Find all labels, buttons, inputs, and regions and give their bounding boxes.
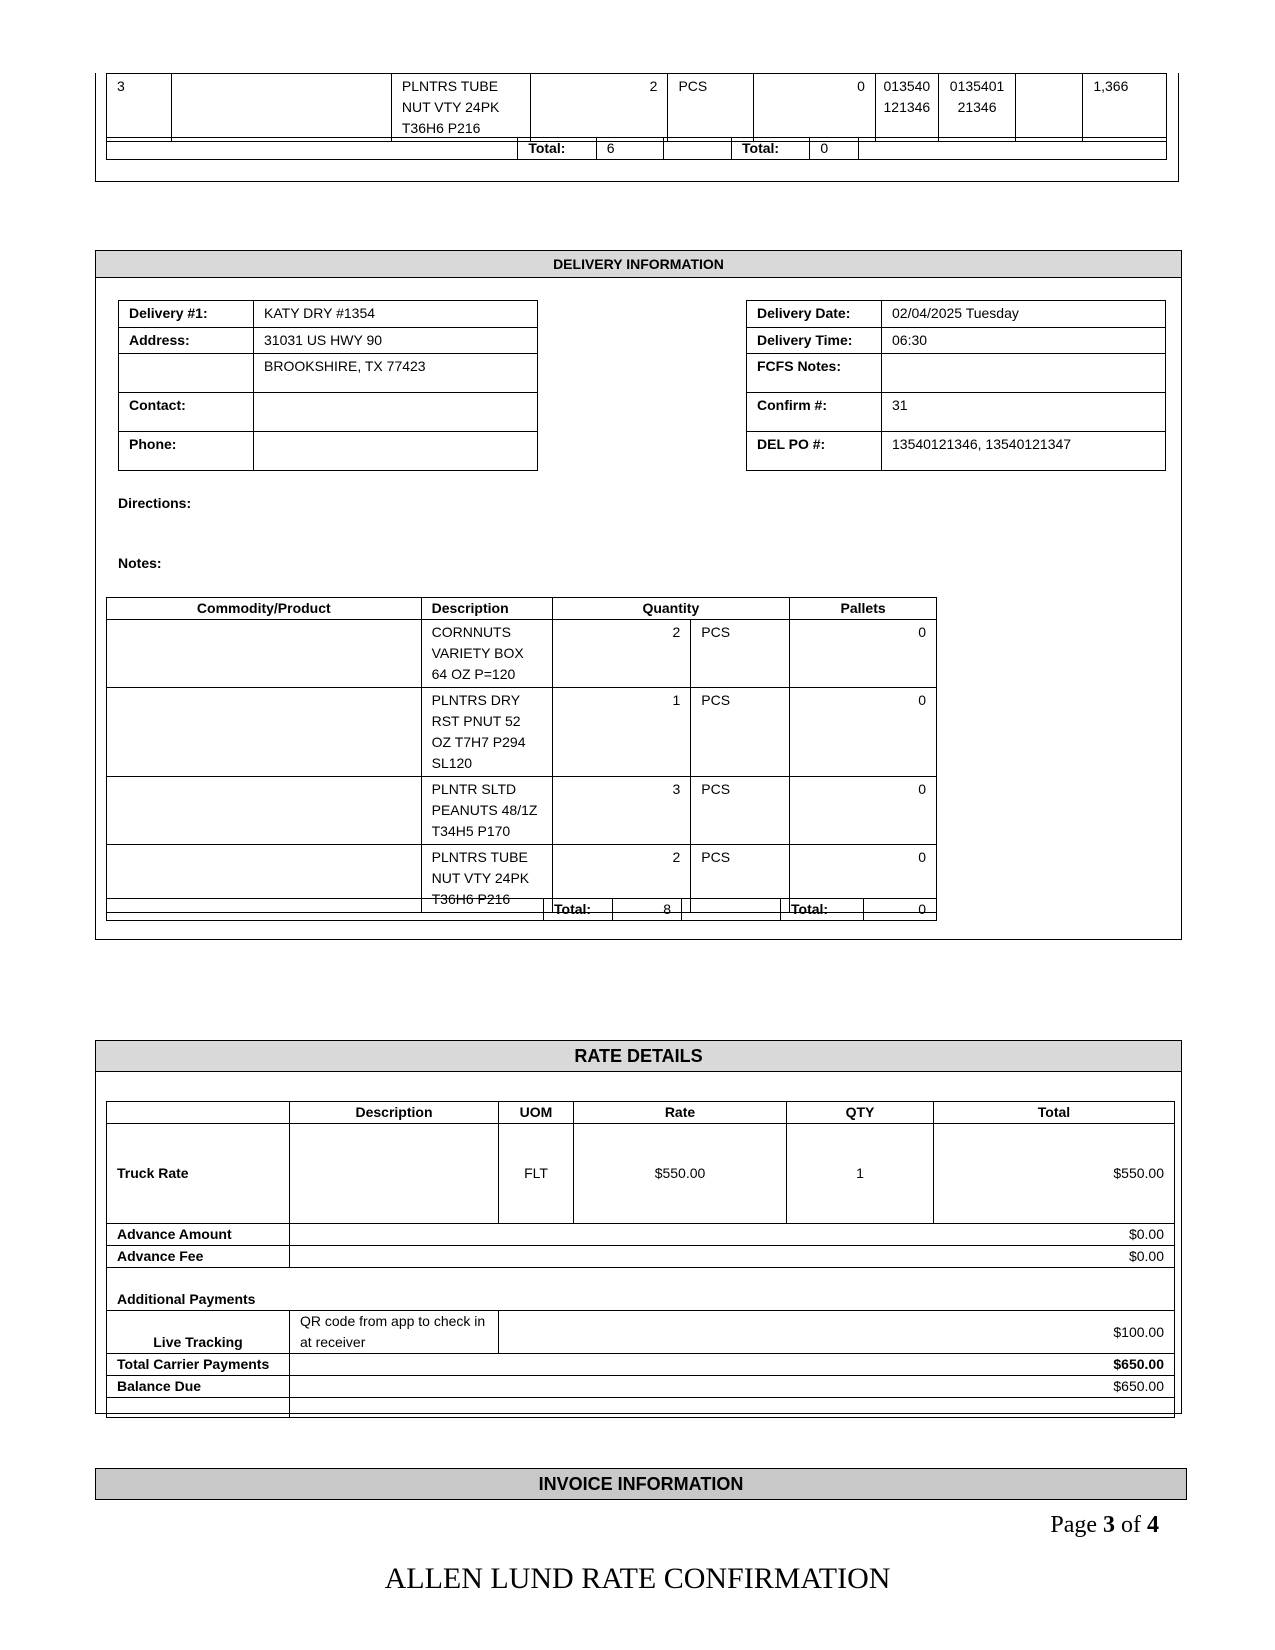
del-po-value: 13540121346, 13540121347 (882, 432, 1166, 471)
item-uom: PCS (691, 777, 790, 845)
page-of: of (1115, 1512, 1147, 1538)
table-row (107, 899, 937, 921)
qty-total-value: 6 (596, 138, 664, 160)
directions-label: Directions: (118, 495, 192, 511)
phone-value (254, 432, 538, 471)
qty-total-label: Total: (518, 138, 596, 160)
totals-spacer (107, 899, 544, 921)
delivery-schedule-table (746, 300, 1166, 471)
item-description: PLNTR SLTD PEANUTS 48/1Z T34H5 P170 (421, 777, 552, 845)
truck-rate-total: $550.00 (934, 1124, 1175, 1224)
page-current: 3 (1103, 1512, 1115, 1538)
contact-label: Contact: (119, 393, 254, 432)
commodity-cell (107, 777, 422, 845)
item-ref-2: 0135401 21346 (938, 74, 1015, 142)
delivery-totals-row (106, 898, 937, 921)
address-label: Address: (119, 328, 254, 354)
uom-spacer (682, 899, 781, 921)
totals-spacer (107, 138, 518, 160)
notes-label: Notes: (118, 555, 162, 571)
truck-rate-description (290, 1124, 499, 1224)
table-row (119, 301, 538, 328)
truck-rate-rate: $550.00 (574, 1124, 787, 1224)
uom-spacer (664, 138, 732, 160)
table-row (107, 74, 1167, 142)
delivery-stop-table (118, 300, 538, 471)
table-row (107, 620, 937, 688)
commodity-cell (172, 74, 392, 142)
item-qty: 1 (552, 688, 691, 777)
item-qty: 3 (552, 777, 691, 845)
live-tracking-description: QR code from app to check in at receiver (290, 1311, 499, 1354)
col-rate: Rate (574, 1102, 787, 1124)
pallet-total-value: 0 (864, 899, 937, 921)
table-row (119, 354, 538, 393)
delivery-date-value: 02/04/2025 Tuesday (882, 301, 1166, 328)
confirm-number-label: Confirm #: (747, 393, 882, 432)
table-row (107, 1246, 1175, 1268)
delivery-information-header: DELIVERY INFORMATION (96, 251, 1181, 278)
item-qty: 2 (531, 74, 668, 142)
totals-tail (858, 138, 1166, 160)
commodity-cell (107, 688, 422, 777)
table-row (107, 1398, 1175, 1418)
item-weight: 1,366 (1083, 74, 1167, 142)
pallet-total-value: 0 (810, 138, 858, 160)
col-quantity: Quantity (552, 598, 790, 620)
item-uom: PCS (691, 620, 790, 688)
item-description: PLNTRS TUBE NUT VTY 24PK T36H6 P216 (421, 845, 552, 913)
contact-value (254, 393, 538, 432)
item-blank (1016, 74, 1083, 142)
delivery-items-table (106, 597, 937, 913)
delivery-number-label: Delivery #1: (119, 301, 254, 328)
item-pallets: 0 (790, 688, 937, 777)
col-pallets: Pallets (790, 598, 937, 620)
del-po-label: DEL PO #: (747, 432, 882, 471)
table-header-row (107, 598, 937, 620)
table-row (107, 777, 937, 845)
table-row (107, 1354, 1175, 1376)
total-carrier-label: Total Carrier Payments (107, 1354, 290, 1376)
blank-cell (107, 1398, 290, 1418)
item-description: PLNTRS TUBE NUT VTY 24PK T36H6 P216 (391, 74, 530, 142)
line-number: 3 (107, 74, 172, 142)
qty-total-value: 8 (613, 899, 682, 921)
table-row (747, 301, 1166, 328)
item-qty: 2 (552, 845, 691, 913)
table-row (119, 393, 538, 432)
document-title: ALLEN LUND RATE CONFIRMATION (384, 1562, 891, 1595)
delivery-time-value: 06:30 (882, 328, 1166, 354)
table-row (747, 354, 1166, 393)
item-uom: PCS (668, 74, 754, 142)
truck-rate-qty: 1 (787, 1124, 934, 1224)
page-prefix: Page (1050, 1512, 1103, 1538)
balance-due-value: $650.00 (290, 1376, 1175, 1398)
table-header-row (107, 1102, 1175, 1124)
item-qty: 2 (552, 620, 691, 688)
commodity-cell (107, 620, 422, 688)
pickup-totals-row (106, 137, 1167, 160)
item-uom: PCS (691, 845, 790, 913)
table-row (119, 328, 538, 354)
qty-total-label: Total: (544, 899, 613, 921)
fcfs-notes-label: FCFS Notes: (747, 354, 882, 393)
delivery-information-section (95, 250, 1182, 940)
item-pallets: 0 (790, 620, 937, 688)
advance-amount-value: $0.00 (290, 1224, 1175, 1246)
invoice-information-title: INVOICE INFORMATION (538, 1474, 744, 1494)
table-row (107, 1124, 1175, 1224)
col-description: Description (421, 598, 552, 620)
table-row (119, 432, 538, 471)
table-row (747, 432, 1166, 471)
pickup-items-table (106, 73, 1167, 142)
live-tracking-label: Live Tracking (107, 1311, 290, 1354)
advance-fee-value: $0.00 (290, 1246, 1175, 1268)
col-total: Total (934, 1102, 1175, 1124)
rate-details-section (95, 1040, 1182, 1414)
truck-rate-uom: FLT (499, 1124, 574, 1224)
pallet-total-label: Total: (781, 899, 864, 921)
page-number (1050, 1512, 1159, 1539)
table-row (107, 688, 937, 777)
col-commodity: Commodity/Product (107, 598, 422, 620)
shipment-continuation-panel (95, 73, 1179, 182)
advance-amount-label: Advance Amount (107, 1224, 290, 1246)
additional-payments-label: Additional Payments (107, 1268, 1175, 1311)
address-blank-label (119, 354, 254, 393)
col-description: Description (290, 1102, 499, 1124)
item-uom: PCS (691, 688, 790, 777)
col-uom: UOM (499, 1102, 574, 1124)
truck-rate-label: Truck Rate (107, 1124, 290, 1224)
item-description: PLNTRS DRY RST PNUT 52 OZ T7H7 P294 SL120 (421, 688, 552, 777)
fcfs-notes-value (882, 354, 1166, 393)
confirm-number-value: 31 (882, 393, 1166, 432)
address-line-2: BROOKSHIRE, TX 77423 (254, 354, 538, 393)
item-description: CORNNUTS VARIETY BOX 64 OZ P=120 (421, 620, 552, 688)
blank-cell (290, 1398, 1175, 1418)
phone-label: Phone: (119, 432, 254, 471)
col-qty: QTY (787, 1102, 934, 1124)
total-carrier-value: $650.00 (290, 1354, 1175, 1376)
live-tracking-value: $100.00 (499, 1311, 1175, 1354)
table-row (747, 328, 1166, 354)
page-total: 4 (1147, 1512, 1159, 1538)
table-row (107, 1311, 1175, 1354)
rate-table (106, 1101, 1175, 1418)
advance-fee-label: Advance Fee (107, 1246, 290, 1268)
delivery-date-label: Delivery Date: (747, 301, 882, 328)
invoice-information-header (95, 1468, 1187, 1500)
item-pallets: 0 (790, 845, 937, 913)
table-row (107, 1224, 1175, 1246)
table-row (107, 1376, 1175, 1398)
col-label (107, 1102, 290, 1124)
item-pallets: 0 (754, 74, 876, 142)
balance-due-label: Balance Due (107, 1376, 290, 1398)
delivery-number-value: KATY DRY #1354 (254, 301, 538, 328)
delivery-time-label: Delivery Time: (747, 328, 882, 354)
item-pallets: 0 (790, 777, 937, 845)
item-ref-1: 013540 121346 (875, 74, 938, 142)
table-row (747, 393, 1166, 432)
table-row (107, 138, 1167, 160)
rate-details-header: RATE DETAILS (96, 1041, 1181, 1072)
address-line-1: 31031 US HWY 90 (254, 328, 538, 354)
pallet-total-label: Total: (732, 138, 810, 160)
table-row (107, 1268, 1175, 1311)
